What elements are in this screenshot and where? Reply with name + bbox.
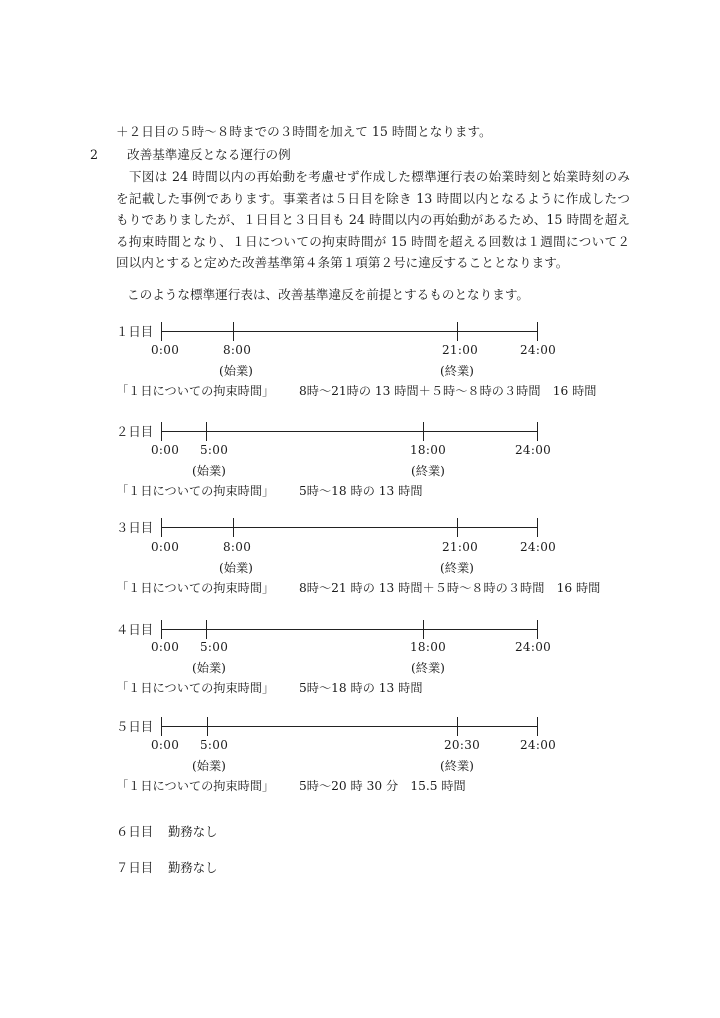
restraint-label: 「１日についての拘束時間」: [116, 779, 275, 793]
end-work-label: (終業): [411, 464, 445, 478]
timeline-axis: [161, 726, 538, 727]
tick-start: [206, 620, 207, 639]
restraint-label: 「１日についての拘束時間」: [116, 581, 275, 595]
tick-24: [537, 620, 538, 639]
day-7-label: ７日目: [116, 860, 154, 875]
tick-24: [537, 518, 538, 537]
tick-24: [537, 717, 538, 736]
tick-24: [537, 422, 538, 441]
restraint-label: 「１日についての拘束時間」: [116, 681, 275, 695]
time-end: 18:00: [410, 443, 447, 457]
end-work-label: (終業): [411, 661, 445, 675]
day-label: ５日目: [116, 719, 154, 734]
tick-start: [233, 518, 234, 537]
tick-0: [161, 717, 162, 736]
timeline-axis: [161, 629, 538, 630]
day-label: ３日目: [116, 520, 154, 535]
tick-start: [233, 322, 234, 341]
day-label: ４日目: [116, 622, 154, 637]
tick-end: [423, 422, 424, 441]
start-work-label: (始業): [219, 561, 253, 575]
time-start: 8:00: [223, 343, 252, 357]
end-work-label: (終業): [440, 364, 474, 378]
end-work-label: (終業): [440, 759, 474, 773]
time-24: 24:00: [515, 640, 552, 654]
section-heading: 改善基準違反となる運行の例: [127, 147, 291, 162]
end-work-label: (終業): [440, 561, 474, 575]
tick-0: [161, 620, 162, 639]
restraint-value: 5時～20 時 30 分 15.5 時間: [299, 779, 466, 793]
restraint-value: 8時～21時の 13 時間＋５時～８時の３時間 16 時間: [299, 384, 597, 398]
time-start: 5:00: [200, 443, 229, 457]
timeline-axis: [161, 331, 538, 332]
restraint-value: 5時～18 時の 13 時間: [299, 484, 423, 498]
tick-0: [161, 422, 162, 441]
time-0: 0:00: [151, 738, 180, 752]
start-work-label: (始業): [192, 464, 226, 478]
time-24: 24:00: [520, 738, 557, 752]
time-0: 0:00: [151, 343, 180, 357]
tick-end: [457, 518, 458, 537]
timeline-axis: [161, 431, 538, 432]
time-start: 5:00: [200, 640, 229, 654]
time-end: 18:00: [410, 640, 447, 654]
start-work-label: (始業): [192, 759, 226, 773]
start-work-label: (始業): [219, 364, 253, 378]
time-0: 0:00: [151, 540, 180, 554]
section-paragraph-1: 下図は 24 時間以内の再始動を考慮せず作成した標準運行表の始業時刻と始業時刻のみを記載した事例であります。事業者は５日目を除き 13 時間以内となるように作成したつもりでありましたが、１日目と３日目も 24 時間以内の再始動があるため、15 時間を超える拘束時間となり、１日についての拘束時間が 15 時間を超える回数は１週間について２回以内とすると定めた改善基準第４条第１項第２号に違反することとなります。: [116, 169, 630, 271]
time-24: 24:00: [520, 343, 557, 357]
day-6-status: 勤務なし: [168, 824, 218, 839]
time-end: 20:30: [444, 738, 481, 752]
restraint-value: 8時～21 時の 13 時間＋５時～８時の３時間 16 時間: [299, 581, 601, 595]
time-24: 24:00: [520, 540, 557, 554]
restraint-label: 「１日についての拘束時間」: [116, 384, 275, 398]
tick-0: [161, 518, 162, 537]
start-work-label: (始業): [192, 661, 226, 675]
time-0: 0:00: [151, 640, 180, 654]
intro-line: ＋２日目の５時～８時までの３時間を加えて 15 時間となります。: [116, 124, 492, 139]
time-24: 24:00: [515, 443, 552, 457]
restraint-label: 「１日についての拘束時間」: [116, 484, 275, 498]
section-number: 2: [90, 147, 99, 162]
tick-start: [206, 422, 207, 441]
tick-end: [457, 322, 458, 341]
day-7-status: 勤務なし: [168, 860, 218, 875]
time-start: 8:00: [223, 540, 252, 554]
day-label: ２日目: [116, 424, 154, 439]
section-paragraph-2: このような標準運行表は、改善基準違反を前提とするものとなります。: [127, 287, 529, 302]
tick-end: [457, 717, 458, 736]
restraint-value: 5時～18 時の 13 時間: [299, 681, 423, 695]
day-6-label: ６日目: [116, 824, 154, 839]
time-end: 21:00: [442, 343, 479, 357]
timeline-axis: [161, 527, 538, 528]
time-end: 21:00: [442, 540, 479, 554]
time-0: 0:00: [151, 443, 180, 457]
tick-24: [537, 322, 538, 341]
tick-start: [207, 717, 208, 736]
tick-end: [423, 620, 424, 639]
day-label: １日目: [116, 324, 154, 339]
time-start: 5:00: [200, 738, 229, 752]
tick-0: [161, 322, 162, 341]
